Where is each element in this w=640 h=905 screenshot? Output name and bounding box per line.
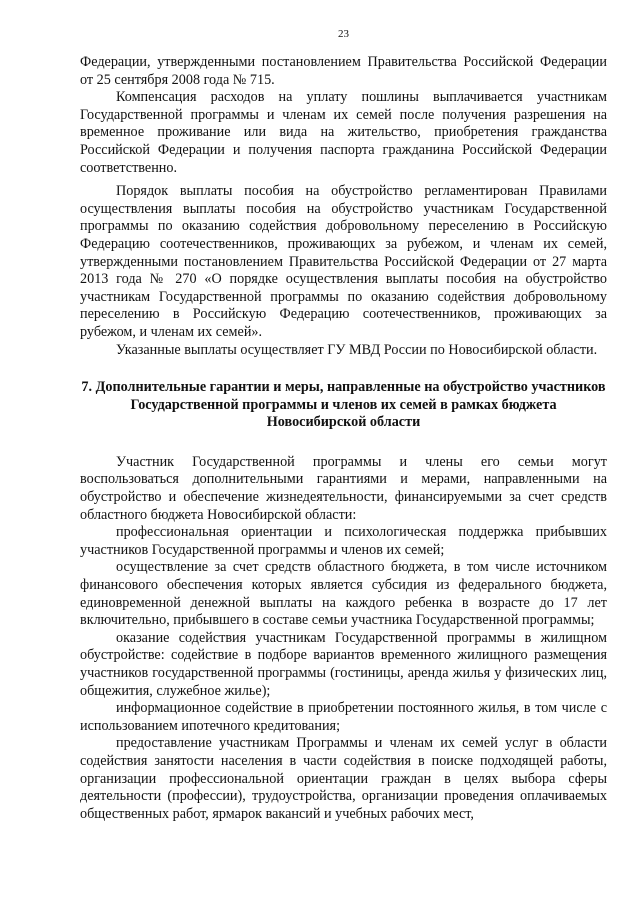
paragraph-fee-compensation: Компенсация расходов на уплату пошлины выплачивается участникам Государственной программы и членам их семей после получения разрешения на временное проживание или вида на жительство, приобретения гражданства Российской Федерации и получения паспорта гражданина Российской Федерации соответственно. <box>80 89 607 176</box>
paragraph-additional-guarantees: Участник Государственной программы и члены его семьи могут воспользоваться дополнительными гарантиями и мерами, направленными на обустройство и обеспечение жизнедеятельности, финансируемыми за счет средств областного бюджета Новосибирской области: <box>80 453 607 523</box>
list-item-child-payment: осуществление за счет средств областного бюджета, в том числе источником финансового обеспечения которых является субсидия из федерального бюджета, единовременной денежной выплаты на каждого ребенка в возрасте до 17 лет включительно, прибывшего в составе семьи участника Государственной программы; <box>80 559 607 629</box>
list-item-housing-info: информационное содействие в приобретении постоянного жилья, в том числе с использованием ипотечного кредитования; <box>80 700 607 734</box>
page-number: 23 <box>338 28 349 40</box>
paragraph-payments-authority: Указанные выплаты осуществляет ГУ МВД России по Новосибирской области. <box>116 341 598 358</box>
paragraph-continuation: Федерации, утвержденными постановлением Правительства Российской Федерации от 25 сентября 2008 года № 715. <box>80 54 607 88</box>
paragraph-allowance-procedure: Порядок выплаты пособия на обустройство регламентирован Правилами осуществления выплаты пособия на обустройство участникам Государственной программы по оказанию содействия добровольному переселению в Российскую Федерацию соотечественников, проживающих за рубежом, и членам их семей, утвержденными постановлением Правительства Российской Федерации от 27 марта 2013 года № 270 «О порядке осуществления выплаты пособия на обустройство участникам Государственной программы по оказанию содействия добровольному переселению в Российскую Федерацию соотечественников, проживающих за рубежом, и членам их семей». <box>80 183 607 340</box>
list-item-housing: оказание содействия участникам Государственной программы в жилищном обустройстве: содействие в подборе вариантов временного жилищного размещения участников государственной программы (гостиницы, аренда жилья у физических лиц, общежития, служебное жилье); <box>80 629 607 699</box>
list-item-employment: предоставление участникам Программы и членам их семей услуг в области содействия занятости населения в части содействия в поиске подходящей работы, организации профессиональной ориентации граждан в целях выбора сферы деятельности (профессии), трудоустройства, организации проведения оплачиваемых общественных работ, ярмарок вакансий и учебных рабочих мест, <box>80 735 607 822</box>
section-heading: 7. Дополнительные гарантии и меры, направленные на обустройство участников Государственной программы и членов их семей в рамках бюджета Новосибирской области <box>81 379 606 431</box>
list-item-orientation: профессиональная ориентации и психологическая поддержка прибывших участников Государственной программы и членов их семей; <box>80 524 607 558</box>
